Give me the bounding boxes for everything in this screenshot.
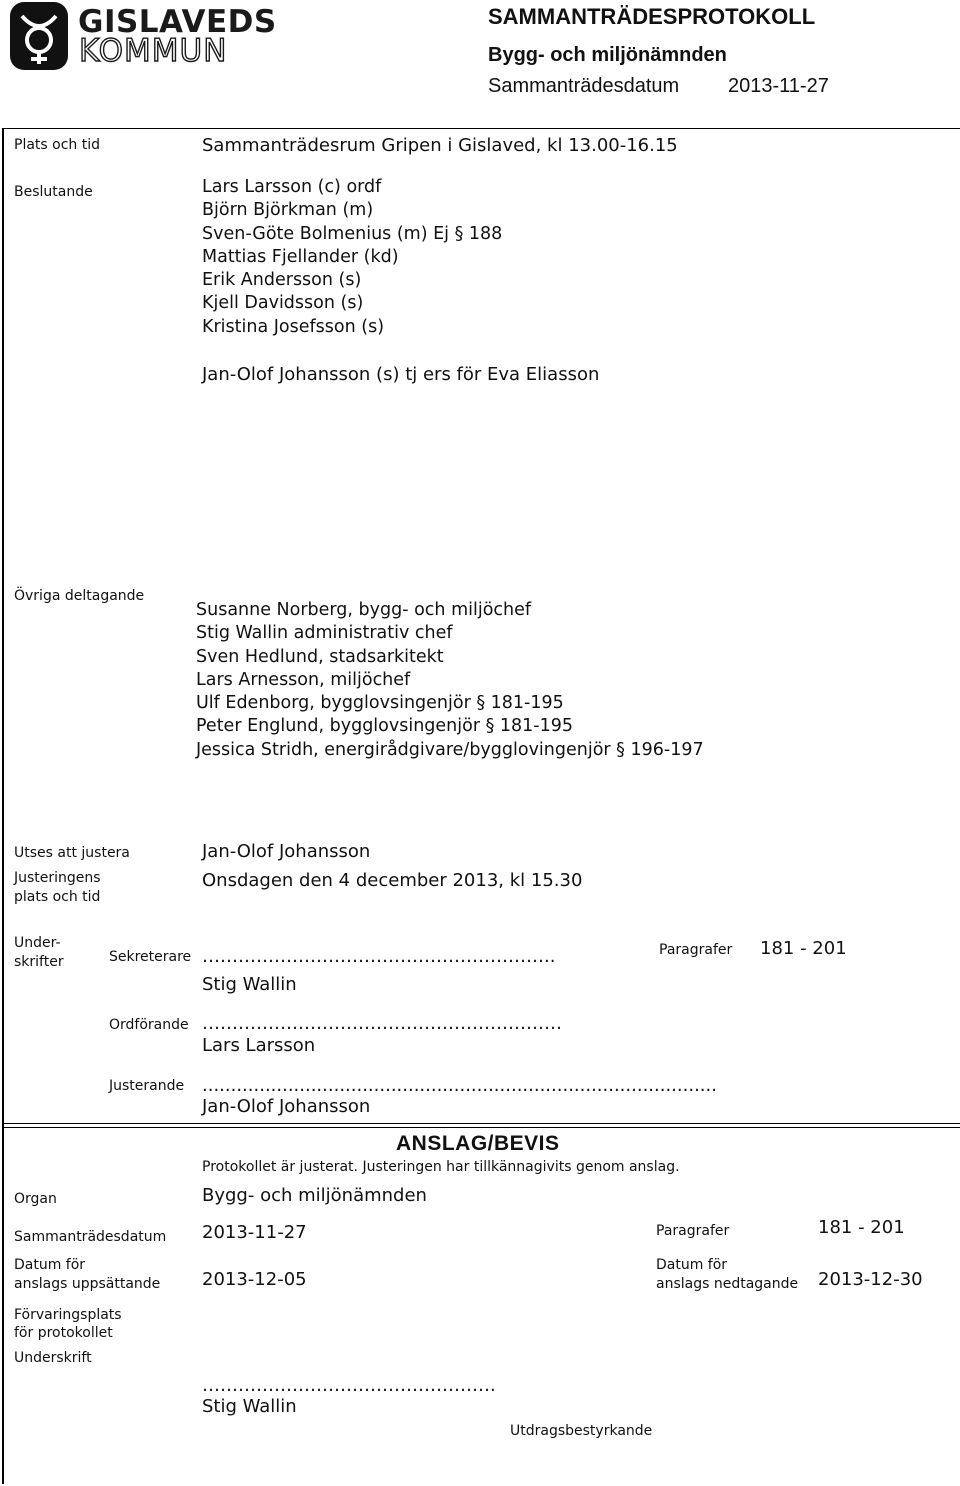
list-item: Sven-Göte Bolmenius (m) Ej § 188	[202, 223, 503, 244]
list-item: Sven Hedlund, stadsarkitekt	[196, 646, 444, 667]
list-item: Susanne Norberg, bygg- och miljöchef	[196, 600, 532, 620]
list-item: Kjell Davidsson (s)	[202, 293, 364, 314]
logo-text-primary: GISLAVEDS	[78, 4, 277, 40]
other-participants-list	[196, 599, 704, 762]
list-item: Jessica Stridh, energirådgivare/bygglovingenjör § 196-197	[196, 739, 704, 760]
place-label: Plats och tid	[14, 137, 100, 153]
notice-divider-2	[4, 1127, 960, 1128]
adjusting-member-name: Jan-Olof Johansson	[202, 1096, 371, 1117]
list-item: Lars Larsson (c) ordf	[202, 177, 382, 197]
notice-divider-1	[4, 1123, 960, 1124]
removed-date-value: 2013-12-30	[818, 1269, 923, 1290]
adjustment-place-label-line2: plats och tid	[14, 889, 101, 905]
list-item: Mattias Fjellander (kd)	[202, 246, 399, 267]
board-name: Bygg- och miljönämnden	[488, 44, 727, 66]
removed-date-label-line1: Datum för	[656, 1257, 728, 1273]
removed-date-label-line2: anslags nedtagande	[656, 1276, 799, 1292]
list-item: Stig Wallin administrativ chef	[196, 623, 453, 644]
chair-label: Ordförande	[109, 1017, 189, 1033]
adjusting-member-signature-line: ..........................................................................................	[202, 1075, 717, 1096]
adjusting-member-label: Justerande	[109, 1078, 185, 1094]
list-item: Kristina Josefsson (s)	[202, 316, 385, 337]
decision-makers-list	[202, 176, 502, 339]
notice-date-label: Sammanträdesdatum	[14, 1229, 167, 1245]
signatures-label-line2: skrifter	[14, 954, 64, 970]
notice-text: Protokollet är justerat. Justeringen har tillkännagivits genom anslag.	[202, 1159, 680, 1175]
decision-makers-label: Beslutande	[14, 184, 93, 200]
list-item: Lars Arnesson, miljöchef	[196, 669, 411, 690]
adjuster-value: Jan-Olof Johansson	[202, 841, 371, 862]
notice-date-value: 2013-11-27	[202, 1222, 307, 1243]
left-border	[2, 128, 4, 1484]
chair-name: Lars Larsson	[202, 1035, 316, 1056]
logo-text-secondary: KOMMUN	[79, 33, 228, 69]
signatures-label-line1: Under-	[14, 935, 61, 951]
emblem-icon	[10, 2, 68, 70]
top-divider	[4, 128, 960, 129]
meeting-date-label: Sammanträdesdatum	[488, 75, 680, 97]
document-title: SAMMANTRÄDESPROTOKOLL	[488, 4, 816, 29]
notice-title: ANSLAG/BEVIS	[396, 1132, 560, 1155]
notice-signature-line: ………………………………………….	[202, 1375, 496, 1396]
list-item: Björn Björkman (m)	[202, 200, 374, 221]
place-value: Sammanträdesrum Gripen i Gislaved, kl 13.00-16.15	[202, 135, 678, 156]
paragraphs-value: 181 - 201	[760, 938, 847, 959]
notice-signature-name: Stig Wallin	[202, 1396, 297, 1417]
signature-label: Underskrift	[14, 1350, 92, 1366]
substitute-member: Jan-Olof Johansson (s) tj ers för Eva Eliasson	[202, 364, 600, 385]
adjustment-place-value: Onsdagen den 4 december 2013, kl 15.30	[202, 870, 583, 891]
other-participants-label: Övriga deltagande	[14, 588, 145, 604]
adjuster-label: Utses att justera	[14, 845, 130, 861]
notice-paragraphs-label: Paragrafer	[656, 1223, 730, 1239]
municipality-logo-icon	[10, 2, 68, 70]
organ-value: Bygg- och miljönämnden	[202, 1185, 427, 1206]
storage-label-line1: Förvaringsplats	[14, 1307, 122, 1323]
organ-label: Organ	[14, 1191, 57, 1207]
certifier-label: Utdragsbestyrkande	[510, 1423, 653, 1439]
storage-label-line2: för protokollet	[14, 1325, 113, 1341]
notice-paragraphs-value: 181 - 201	[818, 1217, 905, 1238]
secretary-name: Stig Wallin	[202, 974, 297, 995]
chair-signature-line: ……………………………………………………	[202, 1013, 562, 1034]
paragraphs-label: Paragrafer	[659, 942, 733, 958]
posted-date-label-line1: Datum för	[14, 1257, 86, 1273]
secretary-label: Sekreterare	[109, 949, 192, 965]
meeting-date-value: 2013-11-27	[728, 75, 829, 97]
posted-date-label-line2: anslags uppsättande	[14, 1276, 161, 1292]
list-item: Peter Englund, bygglovsingenjör § 181-195	[196, 716, 574, 737]
secretary-signature-line: …………………………………………………..	[202, 946, 556, 967]
posted-date-value: 2013-12-05	[202, 1269, 307, 1290]
list-item: Ulf Edenborg, bygglovsingenjör § 181-195	[196, 693, 564, 714]
list-item: Erik Andersson (s)	[202, 270, 362, 291]
adjustment-place-label-line1: Justeringens	[14, 870, 101, 886]
